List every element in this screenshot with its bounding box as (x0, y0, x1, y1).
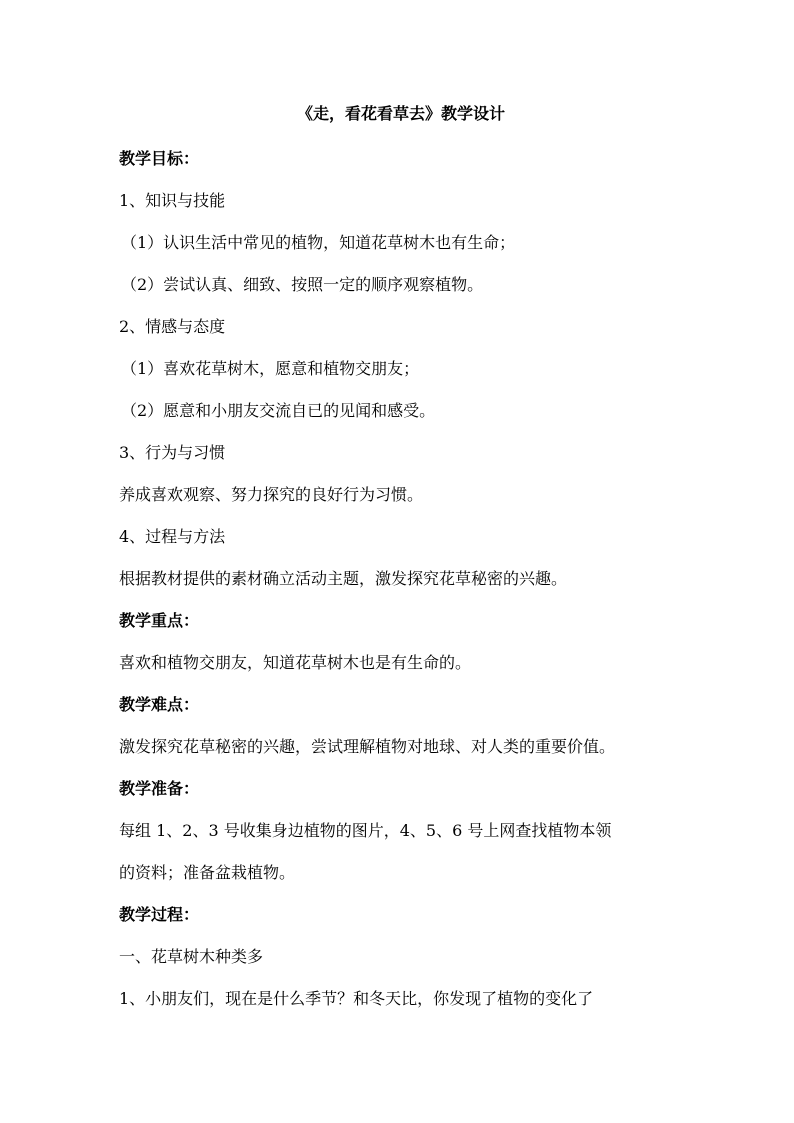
objective-3-text: 养成喜欢观察、努力探究的良好行为习惯。 (119, 485, 424, 504)
objective-1-heading: 1、知识与技能 (119, 191, 226, 210)
heading-process: 教学过程： (119, 905, 200, 924)
objective-1-item-2: （2）尝试认真、细致、按照一定的顺序观察植物。 (121, 275, 484, 294)
process-section-1-text: 1、小朋友们，现在是什么季节？和冬天比，你发现了植物的变化了 (119, 989, 594, 1008)
objective-2-item-1: （1）喜欢花草树木，愿意和植物交朋友； (121, 359, 420, 378)
objective-4-heading: 4、过程与方法 (119, 527, 226, 546)
preparation-text-2: 的资料；准备盆栽植物。 (119, 863, 296, 882)
objective-3-heading: 3、行为与习惯 (119, 443, 226, 462)
document-title: 《走，看花看草去》教学设计 (296, 104, 505, 123)
objective-1-item-1: （1）认识生活中常见的植物，知道花草树木也有生命； (121, 233, 516, 252)
objective-2-item-2: （2）愿意和小朋友交流自已的见闻和感受。 (121, 401, 436, 420)
heading-key-points: 教学重点： (119, 611, 200, 630)
objective-2-heading: 2、情感与态度 (119, 317, 226, 336)
preparation-text-1: 每组 1、2、3 号收集身边植物的图片，4、5、6 号上网查找植物本领 (119, 821, 612, 840)
heading-preparation: 教学准备： (119, 779, 200, 798)
key-points-text: 喜欢和植物交朋友，知道花草树木也是有生命的。 (119, 653, 472, 672)
heading-objectives: 教学目标： (119, 149, 200, 168)
heading-difficulties: 教学难点： (119, 695, 200, 714)
objective-4-text: 根据教材提供的素材确立活动主题，激发探究花草秘密的兴趣。 (119, 569, 568, 588)
difficulties-text: 激发探究花草秘密的兴趣，尝试理解植物对地球、对人类的重要价值。 (119, 737, 616, 756)
process-section-1-heading: 一、花草树木种类多 (119, 947, 264, 966)
